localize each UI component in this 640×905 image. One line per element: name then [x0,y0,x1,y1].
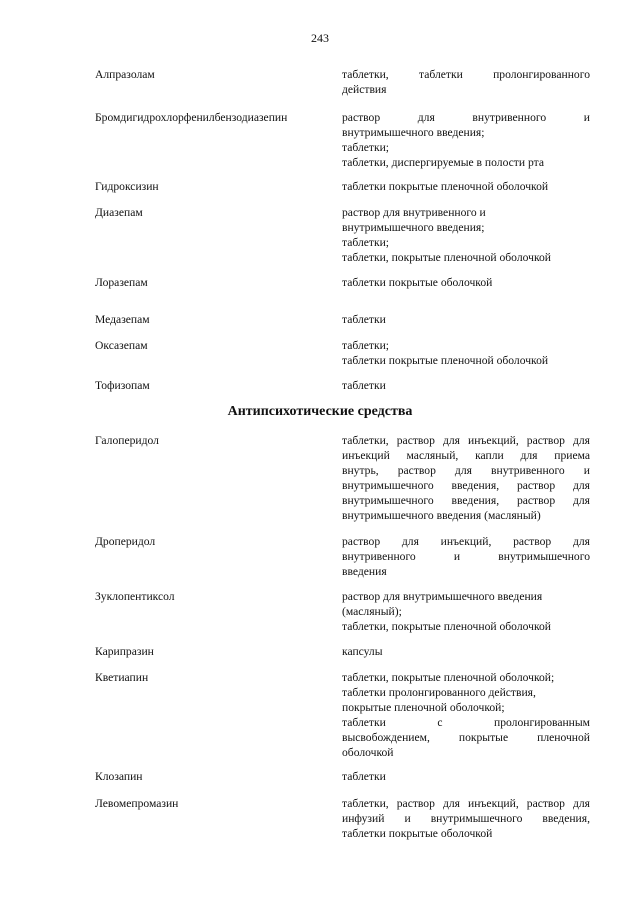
dosage-form-line: таблетки; [342,141,390,154]
dosage-form-line: таблетки, диспергируемые в полости рта [342,156,544,169]
dosage-forms [342,433,590,523]
dosage-form-line: таблетки [342,770,386,783]
dosage-form-line: действия [342,83,387,96]
drug-name: Гидроксизин [95,180,159,193]
dosage-form-line: раствор для инъекций, раствор для [342,535,590,548]
drug-name: Кветиапин [95,671,149,684]
dosage-form-line: таблетки покрытые оболочкой [342,827,493,840]
dosage-forms [342,312,590,327]
drug-name: Зуклопентиксол [95,590,175,603]
dosage-forms [342,670,590,760]
dosage-form-line: раствор для внутримышечного введения [342,590,543,603]
drug-name: Алпразолам [95,68,155,81]
dosage-form-line: внутрь, раствор для внутривенного и [342,464,590,477]
dosage-form-line: таблетки; [342,236,390,249]
dosage-form-line: таблетки [342,313,386,326]
dosage-forms [342,796,590,841]
dosage-form-line: таблетки, покрытые пленочной оболочкой [342,620,551,633]
dosage-form-line: внутримышечного введения; [342,221,485,234]
drug-name: Бромдигидрохлорфенилбензодиазепин [95,111,288,124]
dosage-forms [342,644,590,659]
dosage-forms [342,205,590,265]
dosage-form-line: внутримышечного введения, раствор для [342,479,590,492]
dosage-form-line: таблетки [342,379,386,392]
page-number: 243 [311,31,329,45]
dosage-form-line: оболочкой [342,746,394,759]
dosage-form-line: таблетки с пролонгированным [342,716,590,729]
dosage-forms [342,179,590,194]
dosage-form-line: (масляный); [342,605,402,618]
drug-name: Лоразепам [95,276,148,289]
dosage-form-line: таблетки, покрытые пленочной оболочкой; [342,671,555,684]
dosage-form-line: таблетки покрытые пленочной оболочкой [342,180,549,193]
dosage-forms [342,338,590,368]
dosage-forms [342,110,590,170]
drug-name: Тофизопам [95,379,150,392]
dosage-form-line: таблетки покрытые оболочкой [342,276,493,289]
drug-name: Дроперидол [95,535,156,548]
drug-name: Медазепам [95,313,150,326]
dosage-form-line: раствор для внутривенного и [342,111,590,124]
dosage-form-line: инъекций масляный, капли для приема [342,449,590,462]
dosage-form-line: внутримышечного введения, раствор для [342,494,590,507]
dosage-form-line: инфузий и внутримышечного введения, [342,812,590,825]
dosage-form-line: таблетки пролонгированного действия, [342,686,536,699]
drug-name: Клозапин [95,770,143,783]
dosage-form-line: внутримышечного введения (масляный) [342,509,541,522]
drug-name: Диазепам [95,206,143,219]
dosage-form-line: таблетки, таблетки пролонгированного [342,68,590,81]
dosage-form-line: таблетки; [342,339,390,352]
dosage-form-line: введения [342,565,387,578]
dosage-form-line: покрытые пленочной оболочкой; [342,701,505,714]
dosage-form-line: внутривенного и внутримышечного [342,550,590,563]
dosage-form-line: капсулы [342,645,383,658]
dosage-form-line: раствор для внутривенного и [342,206,486,219]
dosage-form-line: таблетки покрытые пленочной оболочкой [342,354,549,367]
dosage-forms [342,769,590,784]
drug-name: Левомепромазин [95,797,179,810]
dosage-form-line: таблетки, раствор для инъекций, раствор для [342,797,590,810]
dosage-form-line: таблетки, раствор для инъекций, раствор для [342,434,590,447]
dosage-form-line: высвобождением, покрытые пленочной [342,731,590,744]
drug-name: Оксазепам [95,339,148,352]
dosage-forms [342,589,590,634]
drug-name: Галоперидол [95,434,159,447]
dosage-form-line: внутримышечного введения; [342,126,485,139]
dosage-form-line: таблетки, покрытые пленочной оболочкой [342,251,551,264]
dosage-forms [342,378,590,393]
dosage-forms [342,67,590,97]
drug-name: Карипразин [95,645,154,658]
dosage-forms [342,534,590,579]
section-heading: Антипсихотические средства [227,404,413,419]
dosage-forms [342,275,590,290]
